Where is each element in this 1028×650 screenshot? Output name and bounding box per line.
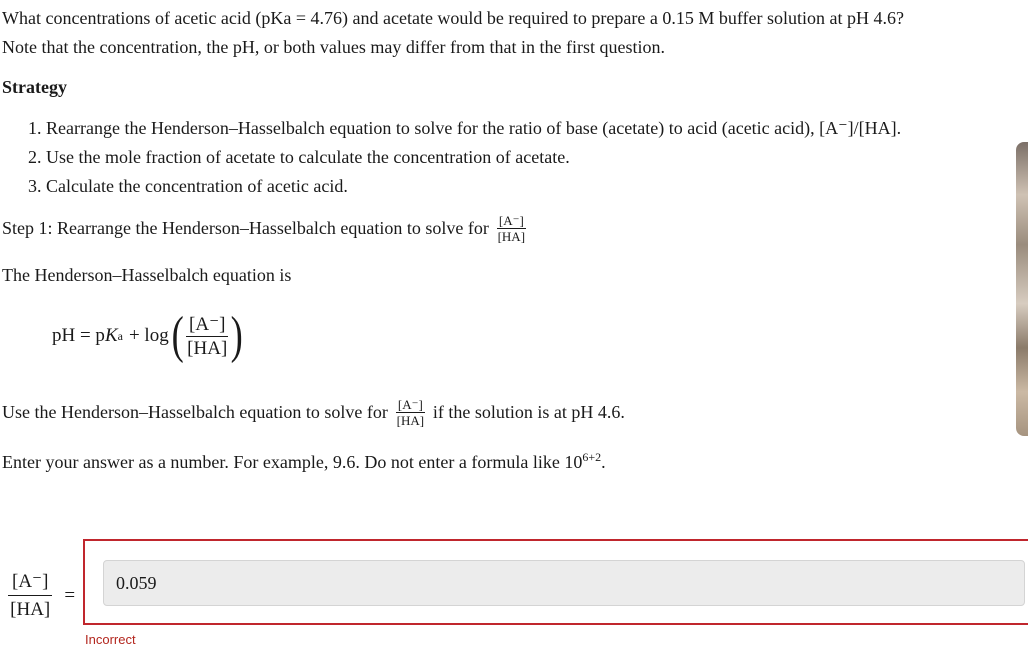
fraction-numerator: [A⁻]	[186, 315, 228, 337]
fraction-numerator: [A⁻]	[498, 213, 524, 228]
instruction-line	[2, 398, 625, 427]
equals-sign: =	[64, 584, 76, 606]
right-paren: )	[231, 307, 244, 364]
question-line-1: What concentrations of acetic acid (pKa = 4.76) and acetate would be required to prepare a 0.15 M buffer solution at pH 4.6?	[2, 8, 904, 28]
ka-symbol: K	[104, 325, 118, 346]
feedback-incorrect: Incorrect	[85, 632, 136, 647]
step1-heading	[2, 214, 526, 243]
equation-intro: The Henderson–Hasselbalch equation is	[2, 265, 292, 285]
side-photo-thumbnail	[1016, 142, 1028, 436]
question-line-2: Note that the concentration, the pH, or both values may differ from that in the first question.	[2, 37, 665, 57]
enter-text: Enter your answer as a number. For example, 9.6. Do not enter a formula like 10	[2, 452, 583, 472]
fraction-numerator: [A⁻]	[8, 572, 52, 596]
fraction-denominator: [HA]	[497, 229, 526, 244]
left-paren: (	[171, 307, 184, 364]
instruction-after: if the solution is at pH 4.6.	[432, 402, 625, 422]
henderson-hasselbalch-equation	[52, 307, 246, 364]
fraction-denominator: [HA]	[187, 337, 228, 359]
equation-lhs: pH = p	[52, 325, 105, 346]
enter-instruction	[2, 450, 606, 473]
strategy-step-1: 1. Rearrange the Henderson–Hasselbalch equation to solve for the ratio of base (acetate) to acid (acetic acid), [A⁻]/[HA].	[28, 118, 902, 138]
ka-subscript: a	[117, 328, 123, 343]
answer-input[interactable]	[103, 560, 1025, 606]
fraction-denominator: [HA]	[10, 599, 51, 620]
strategy-heading: Strategy	[2, 77, 67, 97]
strategy-step-3: 3. Calculate the concentration of acetic acid.	[28, 176, 348, 196]
answer-fraction	[8, 572, 52, 619]
ratio-fraction	[396, 398, 425, 427]
enter-period: .	[601, 452, 606, 472]
answer-label	[8, 572, 75, 619]
answer-box	[83, 539, 1028, 625]
ratio-fraction	[497, 214, 526, 243]
equation-fraction	[186, 315, 228, 358]
fraction-numerator: [A⁻]	[397, 397, 423, 412]
step1-text: Step 1: Rearrange the Henderson–Hasselbalch equation to solve for	[2, 218, 489, 238]
enter-exponent: 6+2	[582, 450, 602, 464]
strategy-step-2: 2. Use the mole fraction of acetate to calculate the concentration of acetate.	[28, 147, 570, 167]
equation-plus-log: + log	[128, 325, 169, 346]
fraction-denominator: [HA]	[396, 413, 425, 428]
instruction-before: Use the Henderson–Hasselbalch equation to solve for	[2, 402, 388, 422]
